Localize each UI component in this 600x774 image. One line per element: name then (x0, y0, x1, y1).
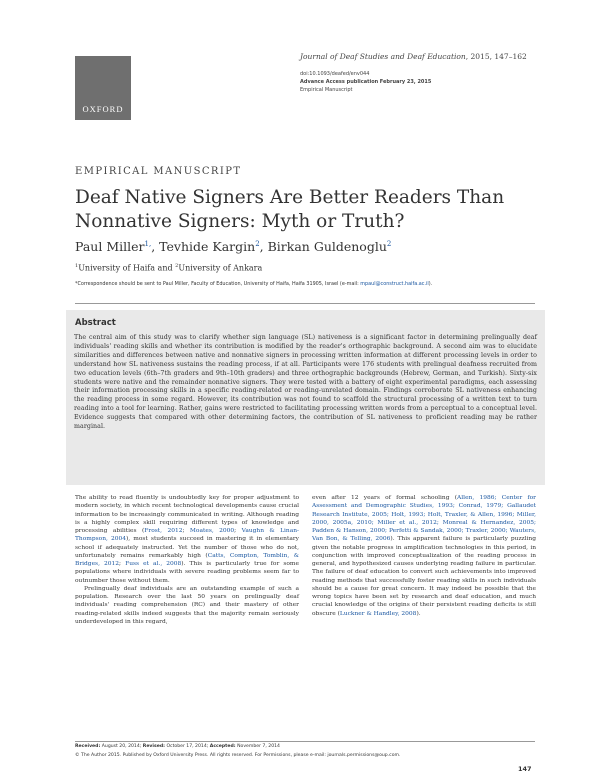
text-run: ). This apparent failure is particularly puzzling given the notable progress in amplification technologies in this period, in conjunction with improved conceptualization of the reading process in general, and hypothesized causes underlying reading failure in particular. The failure of deaf education to convert such achievements into improved reading methods that successfully foster reading skills in such individuals should be a cause for great concern. It may indeed be possible that the wrong topics have been set by research and deaf education, and much crucial knowledge of the origins of their persistent reading deficits is still obscure ( (312, 536, 536, 617)
body-column-right (312, 494, 536, 618)
doi[interactable]: doi:10.1093/deafed/env044 (300, 71, 370, 77)
journal-info (300, 52, 540, 94)
journal-name[interactable]: Journal of Deaf Studies and Deaf Education (300, 52, 466, 61)
text-run: even after 12 years of formal schooling ( (312, 495, 458, 501)
text-run: ; (182, 528, 190, 534)
text-run: ). This is particularly true for some populations where individuals with severe reading problems seem far to outnumber those without them. (75, 561, 299, 584)
affil-text: University of Haifa and (78, 263, 176, 273)
revised-label: Revised: (142, 744, 165, 749)
journal-volume-pages: , 2015, 147–162 (465, 52, 527, 61)
abstract-text: The central aim of this study was to clarify whether sign language (SL) nativeness is a significant factor in determining prelingually deaf individuals' reading skills and whether its contribution is modified by the reader's orthographic background. A second aim was to elucidate similarities and differences between native and nonnative signers in processing written information at different processing levels in order to understand how SL nativeness sustains the reading process, if at all. Participants were 176 students with prelingual deafness recruited from two education levels (6th–7th graders and 9th–10th graders) and three orthographic backgrounds (Hebrew, German, and Turkish). Sixty-six students were native and the remainder nonnative signers. They were tested with a battery of eight experimental paradigms, each assessing their information processing skills in a specific reading-related or reading-unrelated domain. Findings corroborate SL nativeness enhancing the reading process in some regard. However, its contribution was not found to scaffold the structural processing of a written text to turn reading into a tool for learning. Rather, gains were restricted to facilitating processing written words from a perceptual to a conceptual level. Evidence suggests that compared with other determining factors, the contribution of SL nativeness to proficient reading may be rather marginal. (74, 334, 537, 431)
divider (75, 303, 535, 304)
affil-sup: 2 (175, 263, 179, 269)
paragraph: Prelingually deaf individuals are an outstanding example of such a population. Research over the last 50 years on prelingually deaf individuals' reading comprehension (RC) and their mastery of other reading-related skills indeed suggests that the majority remain seriously underdeveloped in this regard, (75, 585, 299, 625)
received-label: Received: (75, 744, 101, 749)
advance-label: Advance Access publication (300, 79, 379, 85)
accepted-label: Accepted: (209, 744, 236, 749)
oxford-logo (75, 56, 131, 120)
text-run: The ability to read fluently is undoubtedly key for proper adjustment to modern society, in which recent technological developments cause crucial information to be increasingly communicated in writing. Although reading is a highly complex skill requiring different types of knowledge and processing abilities ( (75, 495, 299, 534)
correspondence-end: ). (428, 281, 433, 287)
author-name[interactable]: Paul Miller (75, 239, 145, 254)
citation-link[interactable]: Luckner & Handley, 2008 (339, 610, 417, 617)
logo-text: OXFORD (82, 104, 124, 114)
citation-link[interactable]: Vaughn & Linan-Thompson, 2004 (75, 528, 300, 543)
text-run: ), most students succeed in mastering it in elementary school if adequately instructed. Yet the number of those who do not, unfortunately remains remarkably high ( (75, 536, 300, 559)
text-run: ; (119, 561, 126, 567)
article-kind: EMPIRICAL MANUSCRIPT (75, 166, 242, 177)
page-number: 147 (518, 765, 532, 773)
affiliations (75, 263, 262, 273)
text-run: ). (416, 610, 421, 617)
footer-divider (75, 741, 535, 742)
affil-text: University of Ankara (178, 263, 263, 273)
article-dates (75, 744, 280, 749)
author-name[interactable]: , Birkan Guldenoglu (259, 239, 387, 254)
author-list (75, 239, 391, 254)
advance-date: February 23, 2015 (379, 79, 432, 85)
paragraph (312, 494, 536, 618)
correspondence-text: *Correspondence should be sent to Paul Miller, Faculty of Education, University of Haifa, Haifa 31905, Israel (e-mail: (75, 281, 361, 287)
email-link[interactable]: mpaul@construct.haifa.ac.il (360, 281, 429, 287)
author-sup[interactable]: 1, (144, 239, 152, 248)
received-date: August 20, 2014; (100, 744, 143, 749)
author-sup[interactable]: 2 (386, 239, 392, 248)
citation-link[interactable]: Fuss et al., 2008 (125, 561, 182, 567)
copyright: © The Author 2015. Published by Oxford University Press. All rights reserved. For Permissions, please e-mail: journals.permissions@oup.com. (75, 753, 401, 758)
revised-date: October 17, 2014; (164, 744, 210, 749)
affil-sup: 1 (75, 263, 79, 269)
abstract-box (66, 310, 545, 485)
journal-citation (300, 52, 540, 62)
citation-link[interactable]: Catts, Compton, Tomblin, & Bridges, 2012 (75, 552, 300, 567)
article-title: Deaf Native Signers Are Better Readers Than Nonnative Signers: Myth or Truth? (75, 187, 505, 232)
article-type: Empirical Manuscript (300, 87, 353, 93)
body-column-left (75, 494, 299, 626)
abstract-heading: Abstract (75, 318, 116, 328)
citation-links[interactable]: Allen, 1986; Center for Assessment and Demographic Studies, 1993; Conrad, 1979; Gallaudet Research Institute, 2005; Holt, 1993; Holt, Traxler, & Allen, 1996; Miller, 2000, 2005a, 2010; Miller et al., 2012; Monreal & Hernandez, 2005; Padden & Hanson, 2000; Perfetti & Sandak, 2000; Traxler, 2000; Wauters, Van Bon, & Telling, 2006 (312, 495, 536, 543)
author-name[interactable]: , Tevhide Kargin (151, 239, 256, 254)
paragraph (75, 494, 299, 585)
correspondence (75, 281, 555, 287)
accepted-date: November 7, 2014 (235, 744, 280, 749)
citation-link[interactable]: Moates, 2000 (189, 528, 235, 534)
advance-access (300, 78, 540, 86)
citation-link[interactable]: Frost, 2012 (144, 528, 183, 534)
text-run: ; (234, 528, 242, 534)
author-sup[interactable]: 2 (255, 239, 260, 248)
